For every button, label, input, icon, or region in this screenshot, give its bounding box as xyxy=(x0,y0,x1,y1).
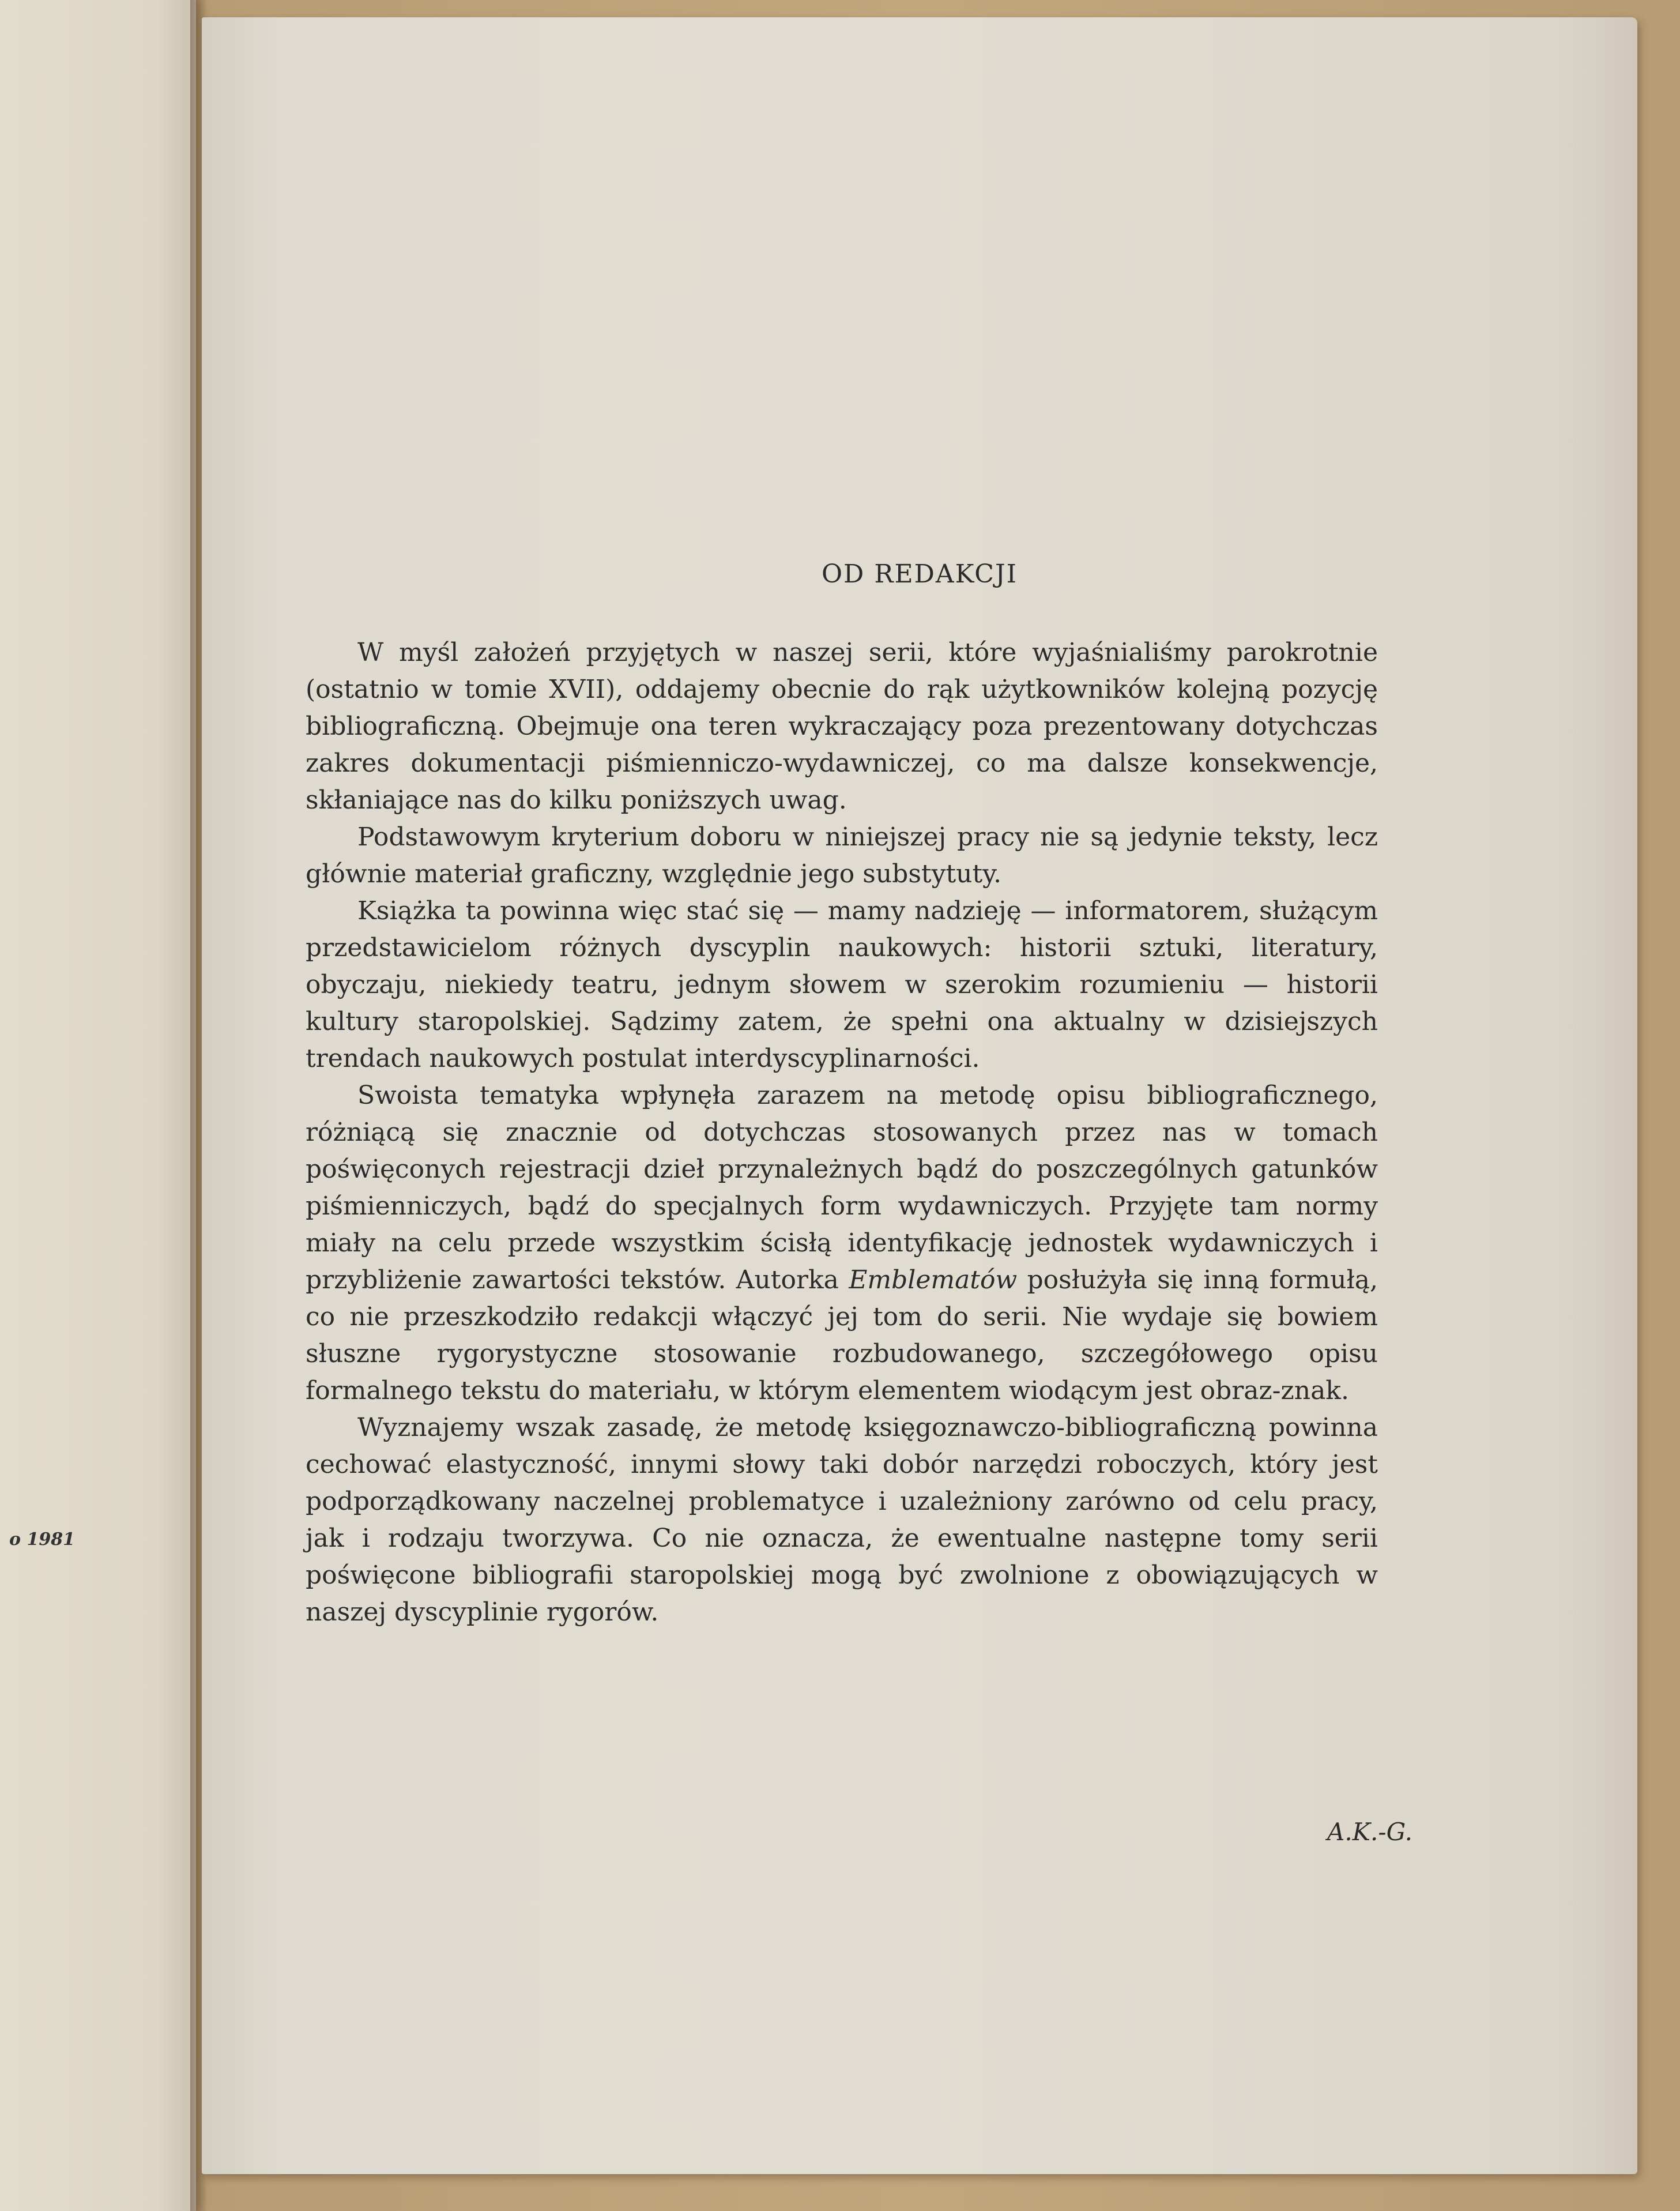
paragraph-2: Podstawowym kryterium doboru w niniejszej pracy nie są jedynie teksty, lecz głównie materiał graficzny, względnie jego substytuty. xyxy=(306,822,1378,889)
book-title-emblematow: Emblematów xyxy=(849,1265,1018,1295)
right-page xyxy=(202,17,1637,2174)
page-title: OD REDAKCJI xyxy=(821,559,1018,589)
left-page-margin-note: o 1981 xyxy=(9,1529,75,1550)
left-page xyxy=(0,0,196,2211)
paragraph-4 xyxy=(306,1077,1378,1409)
paragraph-4-part-2: posłużyła się inną formułą, co nie przeszkodziło redakcji włączyć jej tom do serii. Nie wydaje się bowiem słuszne rygorystyczne stosowanie rozbudowanego, szczegółowego opisu formalnego tekstu do materiału, w którym elementem wiodącym jest obraz-znak. xyxy=(306,1265,1378,1405)
paragraph-4-part-1: Swoista tematyka wpłynęła zarazem na metodę opisu bibliograficznego, różniącą się znacznie od dotychczas stosowanych przez nas w tomach poświęconych rejestracji dzieł przynależnych bądź do poszczególnych gatunków piśmienniczych, bądź do specjalnych form wydawniczych. Przyjęte tam normy miały na celu przede wszystkim ścisłą identyfikację jednostek wydawniczych i przybliżenie zawartości tekstów. Autorka xyxy=(306,1081,1378,1295)
paragraph-5: Wyznajemy wszak zasadę, że metodę księgoznawczo-bibliograficzną powinna cechować elastyczność, innymi słowy taki dobór narzędzi roboczych, który jest podporządkowany naczelnej problematyce i uzależniony zarówno od celu pracy, jak i rodzaju tworzywa. Co nie oznacza, że ewentualne następne tomy serii poświęcone bibliografii staropolskiej mogą być zwolnione z obowiązujących w naszej dyscyplinie rygorów. xyxy=(306,1413,1378,1627)
signature: A.K.-G. xyxy=(1327,1818,1412,1846)
body-text xyxy=(306,634,1378,1631)
paragraph-1: W myśl założeń przyjętych w naszej serii, które wyjaśnialiśmy parokrotnie (ostatnio w tomie XVII), oddajemy obecnie do rąk użytkowników kolejną pozycję bibliograficzną. Obejmuje ona teren wykraczający poza prezentowany dotychczas zakres dokumentacji piśmienniczo-wydawniczej, co ma dalsze konsekwencje, skłaniające nas do kilku poniższych uwag. xyxy=(306,638,1378,815)
paragraph-3: Książka ta powinna więc stać się — mamy nadzieję — informatorem, służącym przedstawicielom różnych dyscyplin naukowych: historii sztuki, literatury, obyczaju, niekiedy teatru, jednym słowem w szerokim rozumieniu — historii kultury staropolskiej. Sądzimy zatem, że spełni ona aktualny w dzisiejszych trendach naukowych postulat interdyscyplinarności. xyxy=(306,896,1378,1073)
